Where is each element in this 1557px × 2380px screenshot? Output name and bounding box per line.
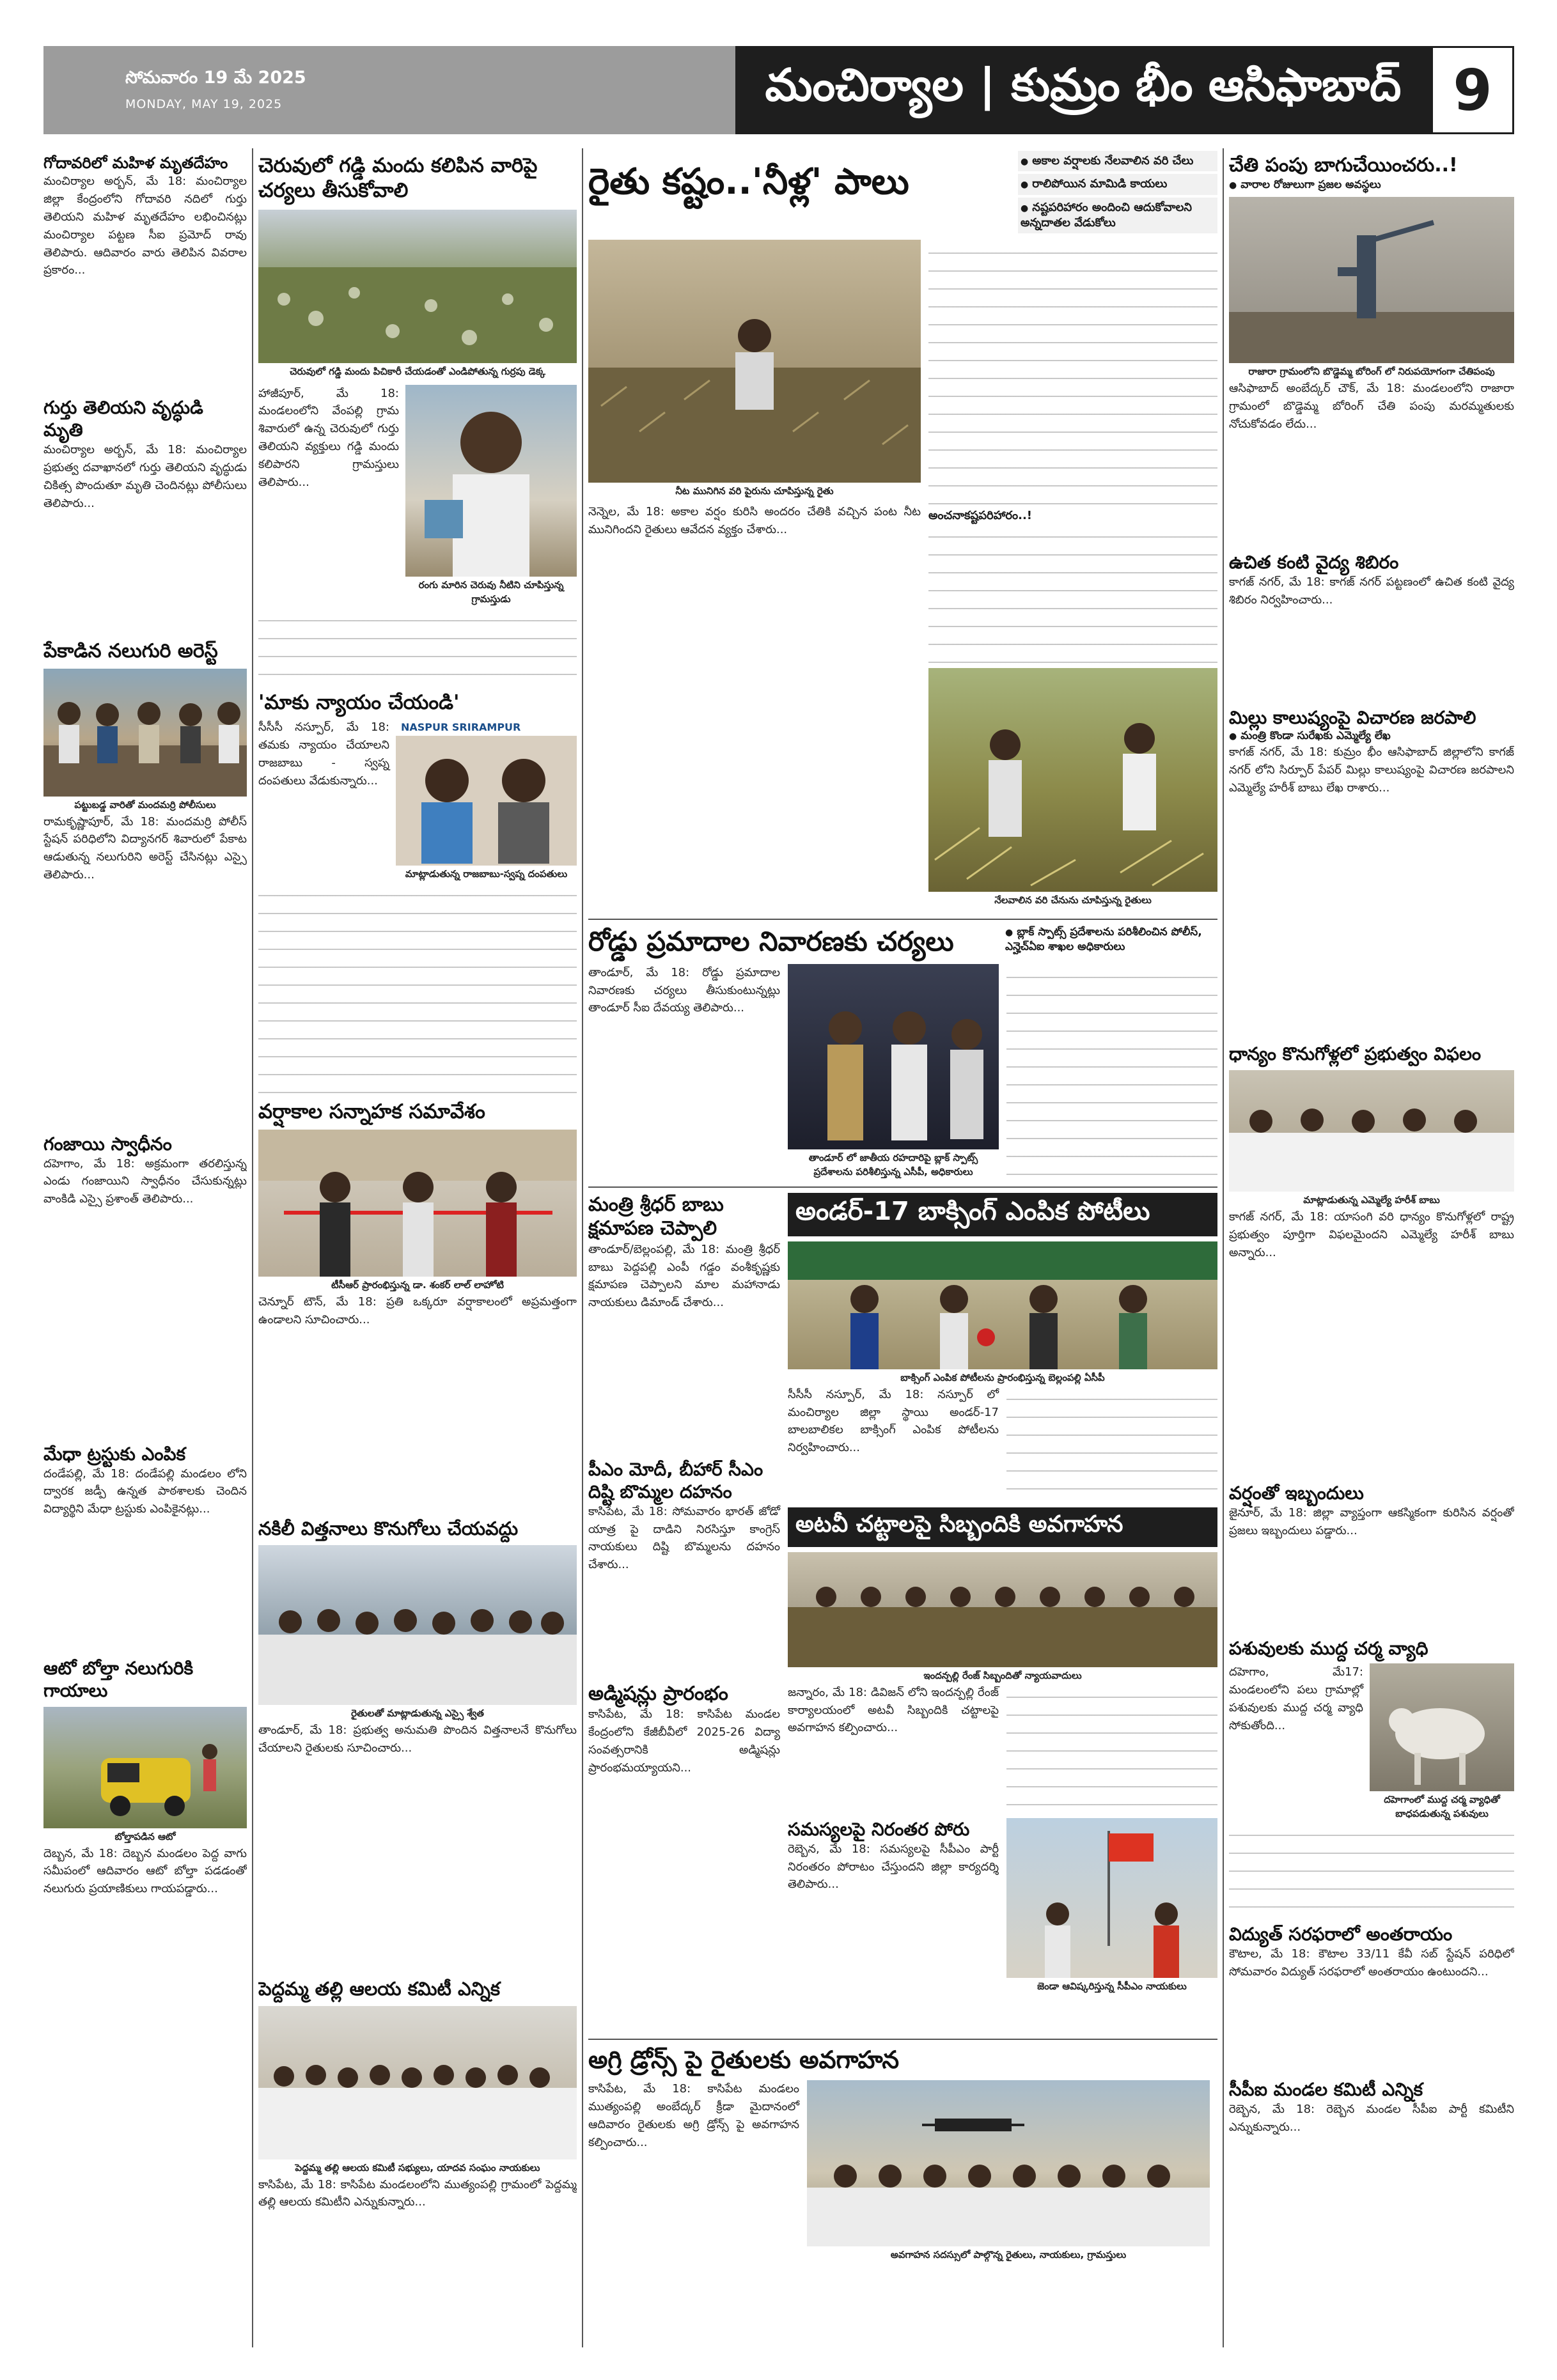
headline: మిల్లు కాలుష్యంపై విచారణ జరపాలి — [1229, 707, 1476, 729]
police-inspection-icon — [788, 964, 999, 1149]
column-divider — [1223, 148, 1224, 2347]
headline: పశువులకు ముద్ద చర్మ వ్యాధి — [1229, 1638, 1428, 1660]
article-body: రెబ్బెన, మే 18: సమస్యలపై సీపీఎం పార్టీ నిరంతరం పోరాటం చేస్తుందని జిల్లా కార్యదర్శి తెలిపారు... — [788, 1842, 999, 1892]
article-body-continued — [1006, 1386, 1217, 1501]
news-photo — [1006, 1818, 1217, 1978]
deck-bullet: ● బ్లాక్ స్పాట్స్ ప్రదేశాలను పరిశీలించిన పోలీస్, ఎన్హెచ్ఏఐ శాఖల అధికారులు — [1005, 925, 1217, 959]
forest-staff-icon — [788, 1552, 1217, 1667]
article-body: తాండూర్, మే 18: ప్రభుత్వ అనుమతి పొందిన విత్తనాలనే కొనుగోలు చేయాలని రైతులకు సూచించారు... — [258, 1723, 577, 1755]
article-body: చెన్నూర్ టౌన్, మే 18: ప్రతి ఒక్కరూ వర్షాకాలంలో అప్రమత్తంగా ఉండాలని సూచించారు... — [258, 1295, 577, 1326]
flag-hoisting-icon — [1006, 1818, 1217, 1978]
article-body: జన్నారం, మే 18: డివిజన్ లోని ఇందన్పల్లి రేంజ్ కార్యాలయంలో అటవీ సిబ్బందికి చట్టాలపై అవగాహన కల్పించారు... — [788, 1685, 999, 1735]
flooded-paddy-icon — [588, 240, 921, 483]
article-body: దహెగాం, మే 18: అక్రమంగా తరలిస్తున్న ఎండు గంజాయిని స్వాధీనం చేసుకున్నట్లు వాంకిడి ఎస్సై ప్రశాంత్ తెలిపారు... — [43, 1156, 247, 1206]
article-body: మంచిర్యాల అర్బన్, మే 18: మంచిర్యాల ప్రభుత్వ దవాఖానలో గుర్తు తెలియని వృద్ధుడు చికిత్స పొందుతూ మృతి చెందినట్లు పోలీసులు తెలిపారు... — [43, 443, 247, 510]
headline: వర్షాకాల సన్నాహక సమావేశం — [258, 1100, 485, 1124]
lead-bullet: ● అకాల వర్షాలకు నేలవాలిన వరి చేలు — [1018, 151, 1217, 171]
headline: అండర్-17 బాక్సింగ్ ఎంపిక పోటీలు — [788, 1193, 1217, 1236]
news-photo — [43, 1707, 247, 1828]
news-photo — [1229, 197, 1514, 363]
masthead — [43, 46, 1514, 134]
news-photo — [258, 1130, 577, 1277]
photo-caption: ఇందన్పల్లి రేంజ్ సిబ్బందితో న్యాయవాదులు — [923, 1669, 1082, 1681]
article-body: హాజీపూర్, మే 18: మండలంలోని వేంపల్లి గ్రామ శివారులో ఉన్న చెరువులో గుర్తు తెలియని వ్యక్తులు గడ్డి మందు కలిపారని గ్రామస్తులు తెలిపారు... — [258, 386, 399, 489]
headline: పెద్దమ్మ తల్లి ఆలయ కమిటీ ఎన్నిక — [258, 1978, 501, 2000]
photo-caption: బోల్తాపడిన ఆటో — [114, 1830, 176, 1842]
group-photo-icon — [43, 669, 247, 797]
news-photo — [788, 1241, 1217, 1369]
committee-group-icon — [258, 2006, 577, 2159]
article-body: ఆసిఫాబాద్ అంబేద్కర్ చౌక్, మే 18: మండలంలోని రాజారా గ్రామంలో బొడ్డెమ్మ బోరింగ్ చేతి పంపు మరమ్మతులకు నోచుకోవడం లేదు... — [1229, 382, 1514, 432]
article-body: జైనూర్, మే 18: జిల్లా వ్యాప్తంగా ఆకస్మికంగా కురిసిన వర్షంతో ప్రజలు ఇబ్బందులు పడ్డారు... — [1229, 1506, 1514, 1538]
drone-demonstration-icon — [807, 2080, 1210, 2246]
villager-portrait-icon — [405, 385, 577, 577]
news-photo — [258, 1545, 577, 1705]
ribbon-cutting-icon — [258, 1130, 577, 1277]
deck-bullet: ● మంత్రి కొండా సురేఖకు ఎమ్మెల్యే లేఖ — [1229, 729, 1514, 743]
couple-portrait-icon — [396, 736, 577, 864]
pond-weeds-icon — [258, 210, 577, 363]
cattle-icon — [1370, 1663, 1514, 1791]
headline: పీఎం మోదీ, బీహార్ సీఎం దిష్టి బొమ్మల దహనం — [588, 1458, 763, 1502]
headline: ఆటో బోల్తా నలుగురికి గాయాలు — [43, 1657, 194, 1701]
article-body: దండేపల్లి, మే 18: దండేపల్లి మండలం లోని ద్వారక జడ్పీ ఉన్నత పాఠశాలకు చెందిన విద్యార్థిని మేధా ట్రస్టుకు ఎంపికైనట్లు... — [43, 1466, 247, 1516]
section-title: మంచిర్యాల | కుమ్రం భీం ఆసిఫాబాద్ — [735, 46, 1431, 134]
lead-bullet: ● నష్టపరిహారం అందించి ఆదుకోవాలని అన్నదాతల వేడుకోలు — [1018, 198, 1217, 234]
article-body: కాగజ్ నగర్, మే 18: యాసంగి వరి ధాన్యం కొనుగోళ్లలో రాష్ట్ర ప్రభుత్వం పూర్తిగా విఫలమైందని ఎమ్మెల్యే హరీశ్ బాబు అన్నారు... — [1229, 1210, 1514, 1260]
lead-subhead: అంచనాకష్టపరిహారం..! — [928, 509, 1033, 523]
headline: రోడ్డు ప్రమాదాల నివారణకు చర్యలు — [588, 926, 954, 958]
photo-caption: టీసీఆర్ ప్రారంభిస్తున్న డా. శంకర్ లాల్ లాహోటి — [331, 1279, 504, 1291]
headline: సీపీఐ మండల కమిటీ ఎన్నిక — [1229, 2079, 1423, 2101]
news-photo — [43, 669, 247, 797]
article-body-continued — [1229, 1822, 1514, 1918]
article-body: మంచిర్యాల అర్బన్, మే 18: మంచిర్యాల జిల్లా కేంద్రంలోని గోదావరి నదిలో గుర్తు తెలియని మహిళ మృతదేహం లభించినట్లు మంచిర్యాల పట్టణ సీఐ ప్రమోద్ రావు తెలిపారు. ఆదివారం వారు తెలిపిన వివరాల ప్రకారం... — [43, 175, 247, 277]
headline: సమస్యలపై నిరంతర పోరు — [788, 1818, 970, 1840]
lead-bullet: ● రాలిపోయిన మామిడి కాయలు — [1018, 174, 1217, 194]
headline: ధాన్యం కొనుగోళ్లలో ప్రభుత్వం విఫలం — [1229, 1043, 1482, 1065]
headline: పేకాడిన నలుగురి అరెస్ట్ — [43, 640, 218, 662]
news-photo — [588, 240, 921, 483]
article-body-continued — [1006, 964, 1217, 1175]
article-body-continued — [928, 524, 1217, 664]
news-photo — [405, 385, 577, 577]
article-body: దెబ్బన, మే 18: దెబ్బన మండలం పెద్ద వాగు సమీపంలో ఆదివారం ఆటో బోల్తా పడడంతో నలుగురు ప్రయాణికులు గాయపడ్డారు... — [43, 1846, 247, 1896]
masthead-date-block — [43, 46, 735, 134]
article-body-continued — [258, 607, 577, 684]
headline: విద్యుత్ సరఫరాలో అంతరాయం — [1229, 1924, 1453, 1945]
article-body: కౌటాల, మే 18: కౌటాల 33/11 కేవీ సబ్ స్టేషన్ పరిధిలో సోమవారం విద్యుత్ సరఫరాలో అంతరాయం ఉంటుందని... — [1229, 1947, 1514, 1979]
article-body-continued — [258, 882, 577, 1093]
photo-caption: దహెగాంలో ముద్ద చర్మ వ్యాధితో బాధపడుతున్న పశువులు — [1384, 1794, 1500, 1820]
photo-caption: పట్టుబడ్డ వారితో మందమర్రి పోలీసులు — [74, 798, 216, 811]
headline: అగ్రి డ్రోన్స్ పై రైతులకు అవగాహన — [588, 2045, 900, 2074]
headline: గుర్తు తెలియని వృద్ధుడి మృతి — [43, 397, 203, 440]
news-photo — [788, 964, 999, 1149]
headline: గంజాయి స్వాధీనం — [43, 1133, 172, 1155]
news-photo — [928, 668, 1217, 892]
article-body: కాసిపేట, మే 18: కాసిపేట మండలం ముత్యంపల్లి అంబేద్కర్ క్రీడా మైదానంలో ఆదివారం రైతులకు అగ్రి డ్రోన్స్ పై అవగాహన కల్పించారు... — [588, 2082, 799, 2149]
article-body: రామకృష్ణాపూర్, మే 18: మందమర్రి పోలీస్ స్టేషన్ పరిధిలోని విద్యానగర్ శివారులో పేకాట ఆడుతున్న నలుగురిని అరెస్ట్ చేసినట్లు ఎస్సై తెలిపారు... — [43, 814, 247, 882]
article-body: సీసీసీ నస్పూర్, మే 18: తమకు న్యాయం చేయాలని రాజబాబు - స్వప్న దంపతులు వేడుకున్నారు... — [258, 720, 389, 788]
banner-text: NASPUR SRIRAMPUR — [396, 719, 577, 736]
column-5 — [1229, 153, 1514, 2346]
photo-caption: మాట్లాడుతున్న రాజబాబు-స్వప్న దంపతులు — [405, 868, 568, 880]
article-body: దహెగాం, మే17: మండలంలోని పలు గ్రామాల్లో పశువులకు ముద్ద చర్మ వ్యాధి సోకుతోంది... — [1229, 1665, 1363, 1733]
column-divider — [252, 148, 253, 2347]
boxing-event-icon — [788, 1241, 1217, 1369]
date-telugu: సోమవారం 19 మే 2025 — [125, 68, 306, 88]
news-photo — [396, 719, 577, 866]
headline: మేధా ట్రస్టుకు ఎంపిక — [43, 1443, 186, 1465]
headline: నకిలీ విత్తనాలు కొనుగోలు చేయవద్దు — [258, 1518, 519, 1539]
photo-caption: పెద్దమ్మ తల్లి ఆలయ కమిటీ సభ్యులు, యాదవ సంఘం నాయకులు — [295, 2161, 540, 2174]
column-2 — [258, 153, 577, 2346]
news-photo — [258, 2006, 577, 2159]
article-body: కాసిపేట, మే 18: కాసిపేట మండలంలోని ముత్యంపల్లి గ్రామంలో పెద్దమ్మ తల్లి ఆలయ కమిటీని ఎన్నుకున్నారు... — [258, 2177, 577, 2209]
photo-caption: బాక్సింగ్ ఎంపిక పోటీలను ప్రారంభిస్తున్న బెల్లంపల్లి ఏసీపీ — [900, 1371, 1105, 1383]
deck-bullet: ● వారాల రోజులుగా ప్రజల అవస్థలు — [1229, 178, 1514, 192]
column-divider — [582, 148, 583, 2347]
photo-caption: రాజారా గ్రామంలోని బొడ్డెమ్మ బోరింగ్ లో నిరుపయోగంగా చేతిపంపు — [1248, 366, 1495, 378]
crowd-meeting-icon — [258, 1545, 577, 1705]
lead-headline: రైతు కష్టం..'నీళ్ల' పాలు — [588, 161, 909, 203]
article-body: నెన్నెల, మే 18: అకాల వర్షం కురిసి అందరం చేతికి వచ్చిన పంట నీట మునిగిందని రైతులు ఆవేదన వ్యక్తం చేశారు... — [588, 505, 921, 537]
article-body: కాగజ్ నగర్, మే 18: కాగజ్ నగర్ పట్టణంలో ఉచిత కంటి వైద్య శిబిరం నిర్వహించారు... — [1229, 575, 1514, 607]
date-english: MONDAY, MAY 19, 2025 — [125, 97, 283, 111]
news-photo — [788, 1552, 1217, 1667]
article-body-continued — [928, 240, 1217, 508]
article-body: కాసిపేట, మే 18: సోమవారం భారత్ జోడో యాత్ర పై దాడిని నిరసిస్తూ కాంగ్రెస్ నాయకులు దిష్టి బొమ్మలను దహనం చేశారు... — [588, 1504, 780, 1572]
fallen-crop-icon — [928, 668, 1217, 892]
photo-caption: నేలవాలిన వరి చేనును చూపిస్తున్న రైతులు — [994, 894, 1152, 906]
photo-caption: నీట మునిగిన వరి పైరును చూపిస్తున్న రైతు — [675, 485, 834, 497]
headline: గోదావరిలో మహిళ మృతదేహం — [43, 154, 228, 172]
press-meet-icon — [1229, 1070, 1514, 1192]
article-body: సీసీసీ నస్పూర్, మే 18: నస్పూర్ లో మంచిర్యాల జిల్లా స్థాయి అండర్-17 బాలబాలికల బాక్సింగ్ ఎంపిక పోటీలను నిర్వహించారు... — [788, 1387, 999, 1455]
article-body: తాండూర్, మే 18: రోడ్డు ప్రమాదాల నివారణకు చర్యలు తీసుకుంటున్నట్లు తాండూర్ సీఐ దేవయ్య తెలిపారు... — [588, 965, 780, 1015]
article-body: రెబ్బెన, మే 18: రెబ్బెన మండల సీపీఐ పార్టీ కమిటీని ఎన్నుకున్నారు... — [1229, 2103, 1514, 2135]
center-columns — [588, 151, 1217, 2350]
photo-caption: చెరువులో గడ్డి మందు పిచికారీ చేయడంతో ఎండిపోతున్న గుర్రపు డెక్క — [290, 365, 545, 377]
article-body: తాండూర్/బెల్లంపల్లి, మే 18: మంత్రి శ్రీధర్ బాబు పెద్దపల్లి ఎంపీ గడ్డం వంశీకృష్ణకు క్షమాపణ చెప్పాలని మాల మహానాడు నాయకులు డిమాండ్ చేశారు... — [588, 1242, 780, 1310]
hand-pump-icon — [1229, 197, 1514, 363]
headline: చేతి పంపు బాగుచేయించరు..! — [1229, 154, 1458, 176]
headline: మంత్రి శ్రీధర్ బాబు క్షమాపణ చెప్పాలి — [588, 1193, 724, 1240]
headline: ఉచిత కంటి వైద్య శిబిరం — [1229, 552, 1399, 573]
headline: వర్షంతో ఇబ్బందులు — [1229, 1482, 1364, 1504]
news-photo — [807, 2080, 1210, 2246]
news-photo — [1229, 1070, 1514, 1192]
column-1 — [43, 153, 247, 2346]
photo-caption: రైతులతో మాట్లాడుతున్న ఎస్సై శ్వేత — [351, 1707, 484, 1720]
photo-caption: జెండా ఆవిష్కరిస్తున్న సీపీఎం నాయకులు — [1037, 1980, 1187, 1992]
news-photo — [258, 210, 577, 363]
overturned-auto-icon — [43, 1707, 247, 1828]
news-photo — [1370, 1663, 1514, 1791]
photo-caption: రంగు మారిన చెరువు నీటిని చూపిస్తున్న గ్రామస్తుడు — [418, 579, 564, 605]
headline: 'మాకు న్యాయం చేయండి' — [258, 690, 460, 714]
photo-caption: మాట్లాడుతున్న ఎమ్మెల్యే హరీశ్ బాబు — [1303, 1194, 1440, 1206]
article-body: కాసిపేట, మే 18: కాసిపేట మండల కేంద్రంలోని కేజీబీవీలో 2025-26 విద్యా సంవత్సరానికి అడ్మిషన్లు ప్రారంభమయ్యాయని... — [588, 1707, 780, 1775]
article-body-continued — [1006, 1684, 1217, 1812]
article-body: కాగజ్ నగర్, మే 18: కుమ్రం భీం ఆసిఫాబాద్ జిల్లాలోని కాగజ్ నగర్ లోని సిర్పూర్ పేపర్ మిల్లు కాలుష్యంపై విచారణ జరపాలని ఎమ్మెల్యే హరీశ్ బాబు లేఖ రాశారు... — [1229, 745, 1514, 795]
headline: అటవీ చట్టాలపై సిబ్బందికి అవగాహన — [788, 1507, 1217, 1547]
photo-caption: అవగాహన సదస్సులో పాల్గొన్న రైతులు, నాయకులు, గ్రామస్తులు — [890, 2249, 1127, 2261]
photo-caption: తాండూర్ లో జాతీయ రహదారిపై బ్లాక్ స్పాట్స్ ప్రదేశాలను పరిశీలిస్తున్న ఎసీపీ, అధికారులు — [808, 1151, 978, 1178]
page-number: 9 — [1431, 46, 1514, 134]
headline: చెరువులో గడ్డి మందు కలిపిన వారిపై చర్యలు తీసుకోవాలి — [258, 154, 538, 202]
headline: అడ్మిషన్లు ప్రారంభం — [588, 1682, 728, 1705]
